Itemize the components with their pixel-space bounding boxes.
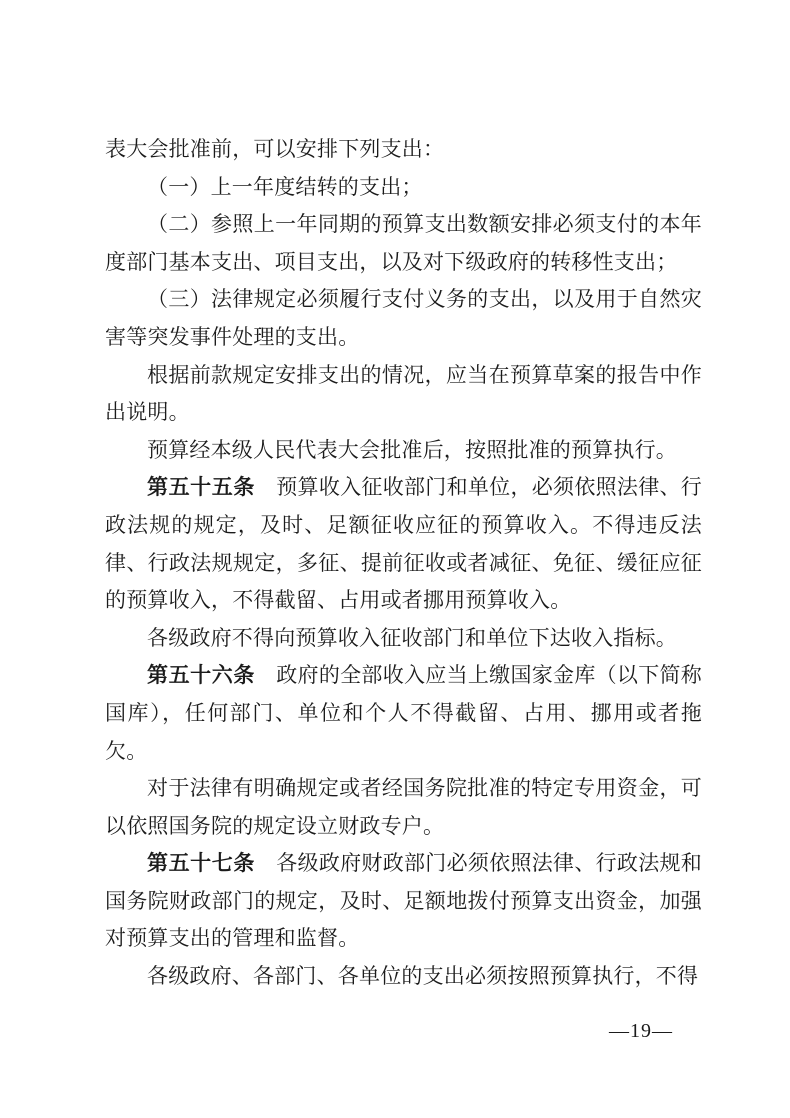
paragraph: 第五十六条 政府的全部收入应当上缴国家金库（以下简称国库），任何部门、单位和个人不得截留、占用、挪用或者拖欠。 <box>105 663 703 763</box>
paragraph: 各级政府不得向预算收入征收部门和单位下达收入指标。 <box>147 625 677 650</box>
article-number: 第五十七条 <box>147 852 255 876</box>
paragraph: 预算经本级人民代表大会批准后，按照批准的预算执行。 <box>147 437 677 462</box>
article-number: 第五十六条 <box>147 664 255 688</box>
document-body <box>105 131 702 996</box>
page-number: —19— <box>609 1020 673 1042</box>
paragraph: 第五十五条 预算收入征收部门和单位，必须依照法律、行政法规的规定，及时、足额征收应征的预算收入。不得违反法律、行政法规规定，多征、提前征收或者减征、免征、缓征应征的预算收入，不得截留、占用或者挪用预算收入。 <box>105 475 703 613</box>
paragraph: （三）法律规定必须履行支付义务的支出，以及用于自然灾害等突发事件处理的支出。 <box>105 287 702 349</box>
paragraph: 各级政府、各部门、各单位的支出必须按照预算执行，不得 <box>147 964 699 989</box>
paragraph: 表大会批准前，可以安排下列支出： <box>105 137 445 161</box>
paragraph: 根据前款规定安排支出的情况，应当在预算草案的报告中作出说明。 <box>105 362 702 425</box>
article-number: 第五十五条 <box>147 476 255 500</box>
paragraph: 第五十七条 各级政府财政部门必须依照法律、行政法规和国务院财政部门的规定，及时、足额地拨付预算支出资金，加强对预算支出的管理和监督。 <box>105 851 703 951</box>
paragraph: （一）上一年度结转的支出； <box>147 174 423 199</box>
paragraph: （二）参照上一年同期的预算支出数额安排必须支付的本年度部门基本支出、项目支出，以及对下级政府的转移性支出； <box>105 212 702 274</box>
paragraph: 对于法律有明确规定或者经国务院批准的特定专用资金，可以依照国务院的规定设立财政专户。 <box>105 776 702 838</box>
